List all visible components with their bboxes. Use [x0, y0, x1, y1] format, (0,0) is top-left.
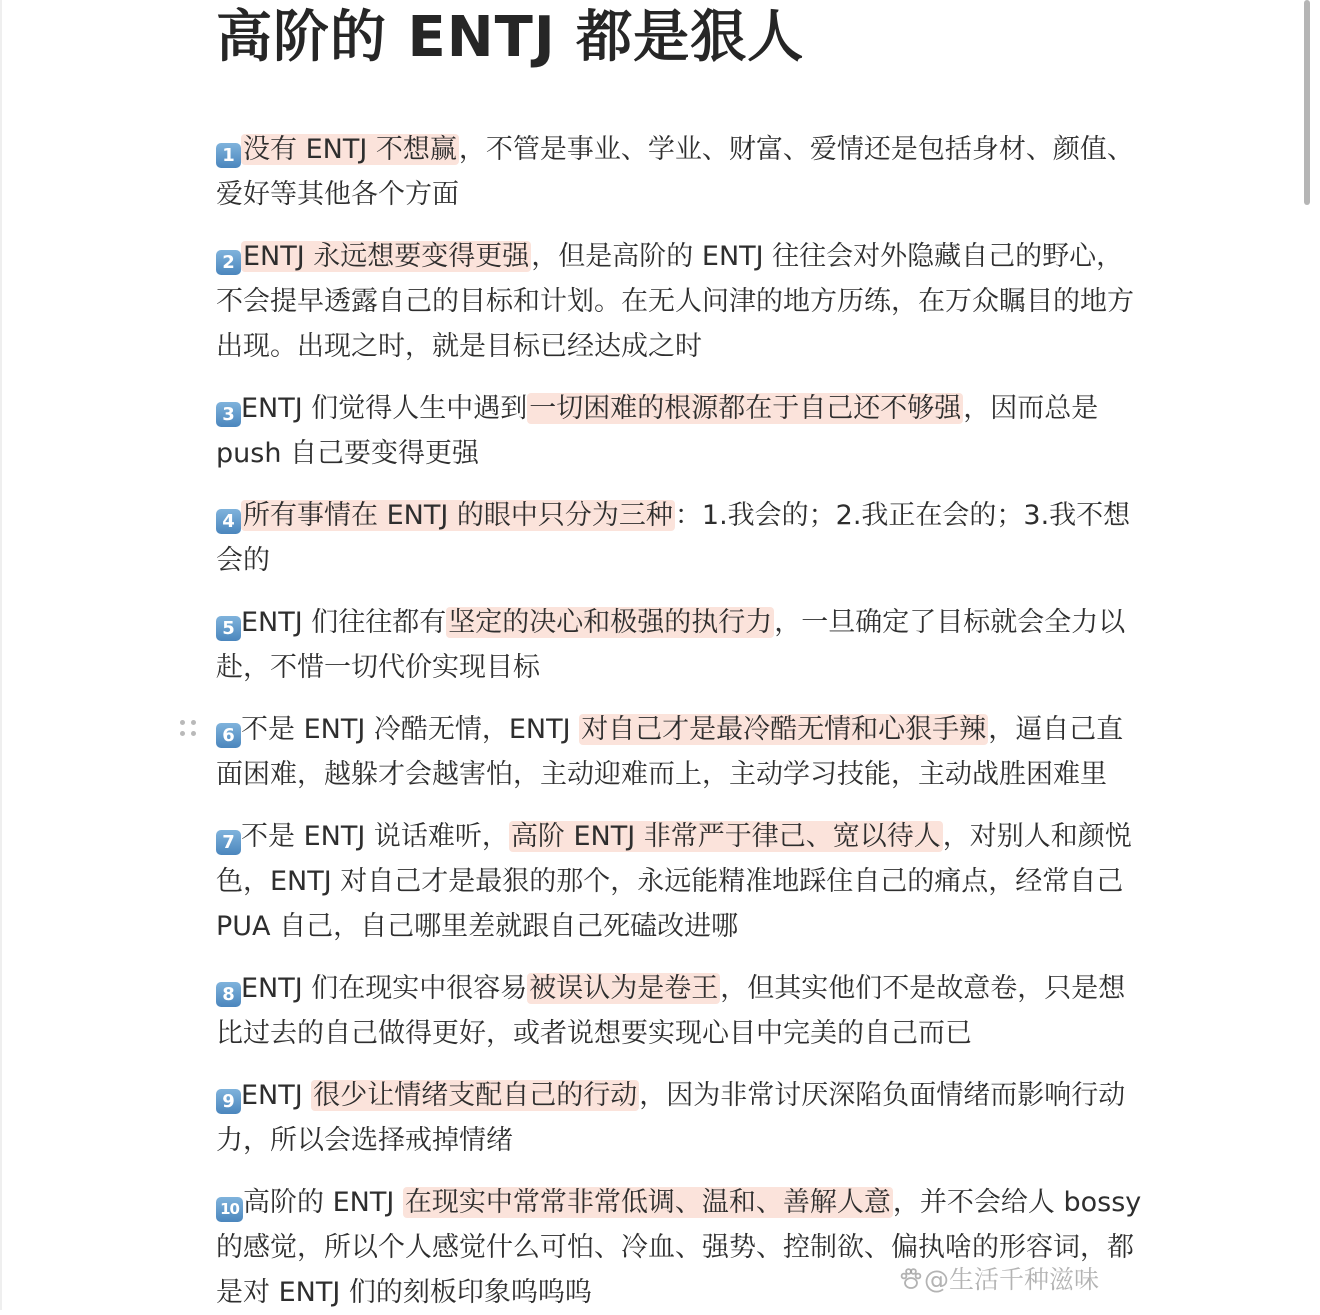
list-item	[216, 814, 1146, 949]
page-edge	[0, 0, 2, 1310]
highlighted-text: ENTJ 永远想要变得更强	[243, 241, 530, 272]
number-badge-icon: 1	[216, 143, 241, 168]
watermark-text: @生活千种滋味	[924, 1265, 1100, 1294]
highlighted-text: 对自己才是最冷酷无情和心狠手辣	[581, 714, 987, 745]
number-badge-icon: 4	[216, 509, 241, 534]
item-text: ENTJ 们在现实中很容易	[241, 973, 528, 1004]
item-text: ，逼自己直面困难，越躲才会越害怕，主动迎难而上，主动学习技能，主动战胜困难里	[216, 714, 1124, 790]
number-badge-icon: 6	[216, 723, 241, 748]
highlighted-text: 被误认为是卷王	[529, 973, 719, 1004]
highlighted-text: 高阶 ENTJ 非常严于律己、宽以待人	[510, 821, 941, 852]
item-text: ENTJ	[241, 1080, 312, 1111]
highlighted-text: 一切困难的根源都在于自己还不够强	[529, 393, 962, 424]
item-text: ENTJ 们往往都有	[241, 607, 447, 638]
page-title: 高阶的 ENTJ 都是狠人	[216, 5, 805, 70]
drag-handle-icon[interactable]	[178, 718, 200, 738]
highlighted-text: 坚定的决心和极强的执行力	[448, 607, 773, 638]
highlighted-text: 很少让情绪支配自己的行动	[313, 1080, 638, 1111]
item-text: ，不管是事业、学业、财富、爱情还是包括身材、颜值、爱好等其他各个方面	[216, 134, 1134, 210]
item-text: 不是 ENTJ 冷酷无情，ENTJ	[241, 714, 580, 745]
highlighted-text: 没有 ENTJ 不想赢	[243, 134, 457, 165]
item-text: 高阶的 ENTJ	[243, 1187, 403, 1218]
list-item	[216, 1073, 1146, 1163]
number-badge-icon: 9	[216, 1089, 241, 1114]
list-item	[216, 966, 1146, 1056]
item-text: ：1.我会的；2.我正在会的；3.我不想会的	[216, 500, 1131, 576]
item-text: ENTJ 们觉得人生中遇到	[241, 393, 528, 424]
item-text: ，对别人和颜悦色，ENTJ 对自己才是最狠的那个，永远能精准地踩住自己的痛点，经常自己 PUA 自己，自己哪里差就跟自己死磕改进哪	[216, 821, 1132, 942]
number-badge-icon: 3	[216, 402, 241, 427]
number-badge-icon: 7	[216, 830, 241, 855]
number-badge-icon: 2	[216, 250, 241, 275]
highlighted-text: 在现实中常常非常低调、温和、善解人意	[404, 1187, 891, 1218]
list-item	[216, 386, 1146, 476]
list-item	[216, 707, 1146, 797]
item-text: ，并不会给人 bossy 的感觉，所以个人感觉什么可怕、冷血、强势、控制欲、偏执啥的形容词，都是对 ENTJ 们的刻板印象呜呜呜	[216, 1187, 1142, 1308]
item-text: ，但其实他们不是故意卷，只是想比过去的自己做得更好，或者说想要实现心目中完美的自己而已	[216, 973, 1126, 1049]
list-item	[216, 127, 1146, 217]
item-text: ，因而总是 push 自己要变得更强	[216, 393, 1099, 469]
item-text: ，因为非常讨厌深陷负面情绪而影响行动力，所以会选择戒掉情绪	[216, 1080, 1126, 1156]
item-text: ，但是高阶的 ENTJ 往往会对外隐藏自己的野心，不会提早透露自己的目标和计划。在无人问津的地方历练，在万众瞩目的地方出现。出现之时，就是目标已经达成之时	[216, 241, 1134, 362]
number-badge-icon: 8	[216, 982, 241, 1007]
paw-icon	[898, 1266, 924, 1292]
number-badge-icon: 5	[216, 616, 241, 641]
item-text: ，一旦确定了目标就会全力以赴，不惜一切代价实现目标	[216, 607, 1126, 683]
scrollbar-thumb[interactable]	[1304, 0, 1310, 205]
list-item	[216, 493, 1146, 583]
watermark	[898, 1262, 1099, 1298]
highlighted-text: 所有事情在 ENTJ 的眼中只分为三种	[243, 500, 673, 531]
item-text: 不是 ENTJ 说话难听，	[241, 821, 509, 852]
list-item	[216, 600, 1146, 690]
number-badge-icon: 10	[216, 1197, 243, 1222]
list-item	[216, 234, 1146, 369]
